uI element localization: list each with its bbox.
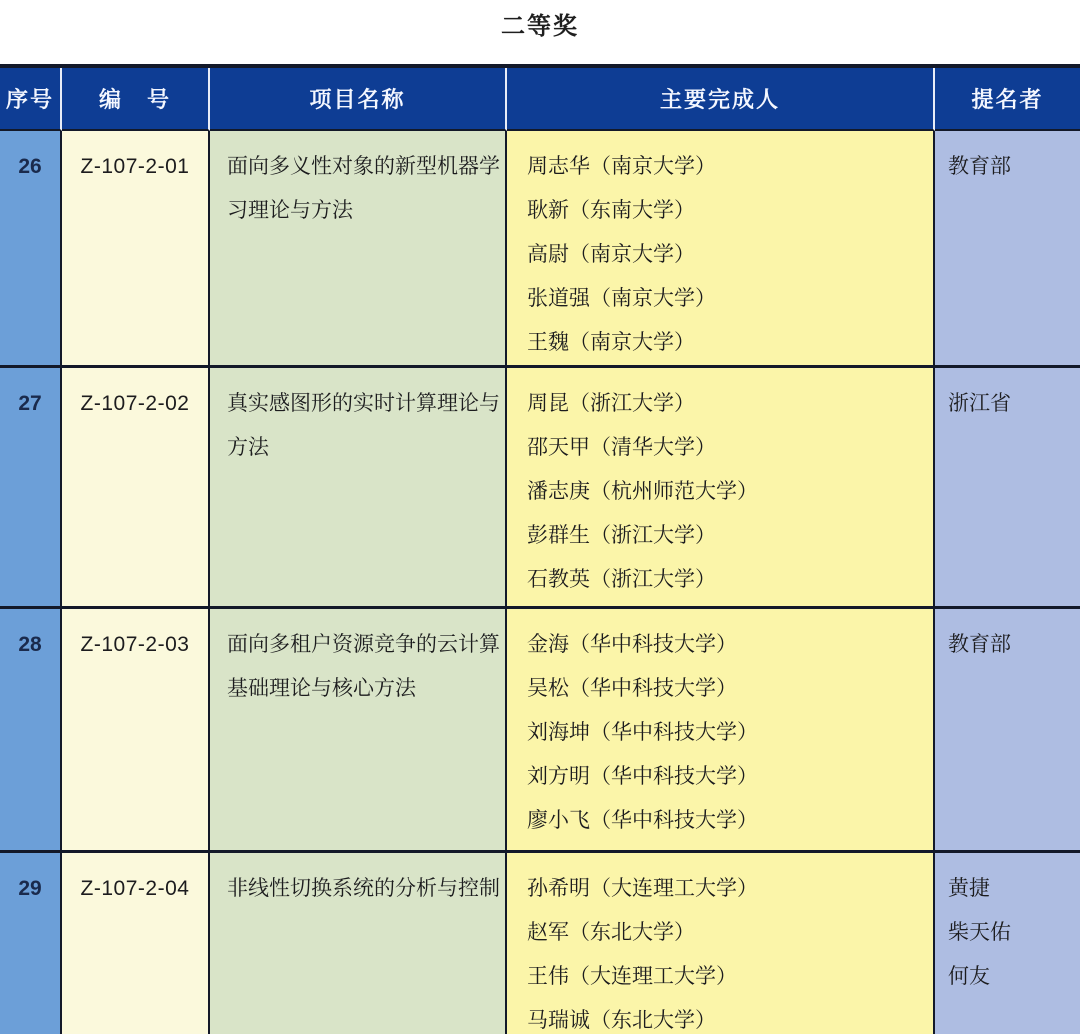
contributor-line: 潘志庚（杭州师范大学） — [527, 480, 758, 503]
nominator-cell — [935, 609, 1080, 853]
contributor-line: 赵军（东北大学） — [527, 921, 695, 944]
nominator-cell — [935, 368, 1080, 609]
code-cell: Z-107-2-02 — [62, 368, 210, 609]
nominator-line: 柴天佑 — [948, 921, 1011, 944]
serial-cell: 27 — [0, 368, 62, 609]
contributors-cell — [507, 368, 935, 609]
contributor-line: 邵天甲（清华大学） — [527, 436, 716, 459]
project-cell: 非线性切换系统的分析与控制 — [210, 853, 507, 1034]
nominator-line: 浙江省 — [948, 392, 1011, 415]
code-cell: Z-107-2-03 — [62, 609, 210, 853]
contributor-line: 刘方明（华中科技大学） — [527, 765, 758, 788]
contributor-line: 张道强（南京大学） — [527, 287, 716, 310]
code-cell: Z-107-2-01 — [62, 131, 210, 368]
column-header-code: 编 号 — [62, 68, 210, 131]
column-header-nominator: 提名者 — [935, 68, 1080, 131]
contributor-line: 王魏（南京大学） — [527, 331, 695, 354]
contributor-line: 金海（华中科技大学） — [527, 633, 737, 656]
serial-cell: 29 — [0, 853, 62, 1034]
contributor-line: 孙希明（大连理工大学） — [527, 877, 758, 900]
nominator-line: 教育部 — [948, 155, 1011, 178]
nominator-line: 何友 — [948, 965, 990, 988]
serial-cell: 28 — [0, 609, 62, 853]
column-header-project: 项目名称 — [210, 68, 507, 131]
contributor-line: 周志华（南京大学） — [527, 155, 716, 178]
nominator-line: 黄捷 — [948, 877, 990, 900]
contributor-line: 耿新（东南大学） — [527, 199, 695, 222]
contributors-cell — [507, 853, 935, 1034]
contributor-line: 吴松（华中科技大学） — [527, 677, 737, 700]
nominator-cell — [935, 853, 1080, 1034]
contributor-line: 廖小飞（华中科技大学） — [527, 809, 758, 832]
project-cell: 真实感图形的实时计算理论与方法 — [210, 368, 507, 609]
contributor-line: 刘海坤（华中科技大学） — [527, 721, 758, 744]
page-title: 二等奖 — [501, 13, 579, 40]
contributors-cell — [507, 609, 935, 853]
contributors-cell — [507, 131, 935, 368]
contributor-line: 高尉（南京大学） — [527, 243, 695, 266]
contributor-line: 王伟（大连理工大学） — [527, 965, 737, 988]
project-cell: 面向多租户资源竞争的云计算基础理论与核心方法 — [210, 609, 507, 853]
awards-table — [0, 64, 1080, 1034]
serial-cell: 26 — [0, 131, 62, 368]
contributor-line: 马瑞诚（东北大学） — [527, 1009, 716, 1032]
column-header-contributors: 主要完成人 — [507, 68, 935, 131]
project-cell: 面向多义性对象的新型机器学习理论与方法 — [210, 131, 507, 368]
contributor-line: 彭群生（浙江大学） — [527, 524, 716, 547]
code-cell: Z-107-2-04 — [62, 853, 210, 1034]
nominator-cell — [935, 131, 1080, 368]
contributor-line: 周昆（浙江大学） — [527, 392, 695, 415]
column-header-serial: 序号 — [0, 68, 62, 131]
nominator-line: 教育部 — [948, 633, 1011, 656]
contributor-line: 石教英（浙江大学） — [527, 568, 716, 591]
